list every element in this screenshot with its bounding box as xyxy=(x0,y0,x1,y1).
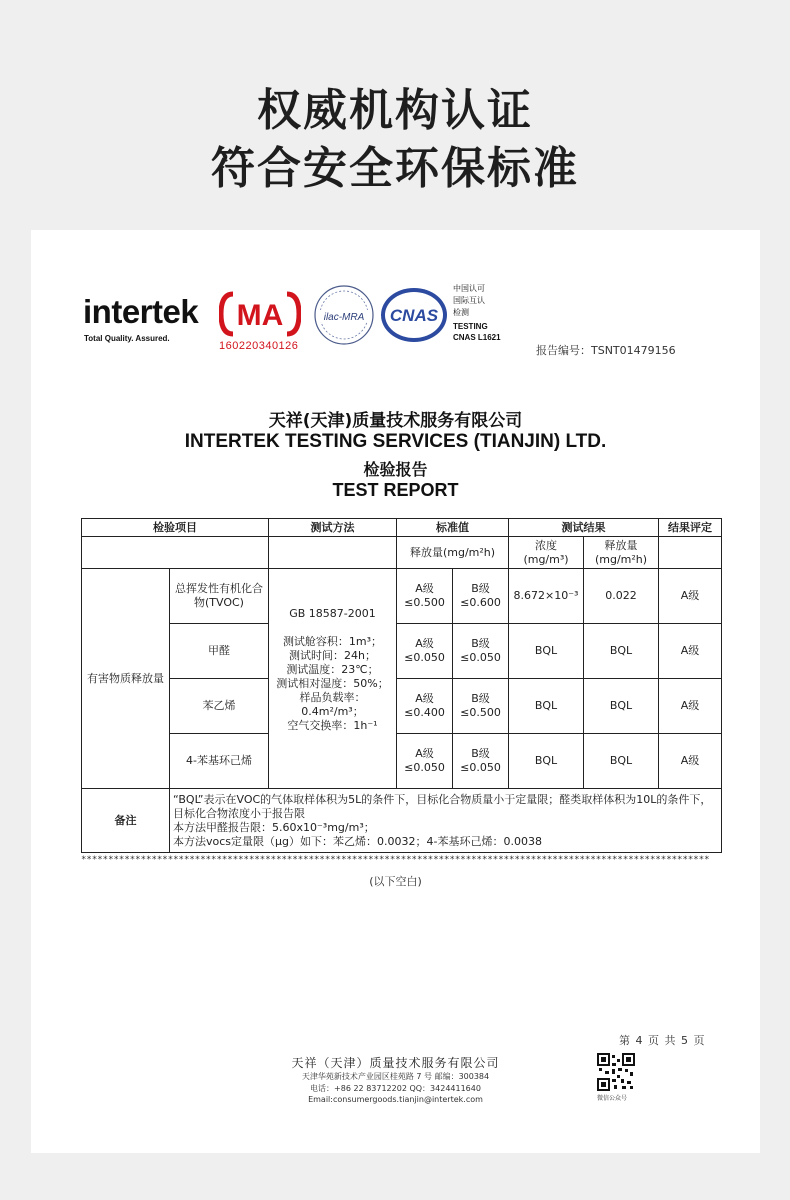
table-row xyxy=(82,624,722,679)
result-grade: A级 xyxy=(659,679,722,734)
standard-b: B级 ≤0.050 xyxy=(453,624,509,679)
results-table xyxy=(81,518,722,853)
table-row xyxy=(82,569,722,624)
subheader-release: 释放量 (mg/m²h) xyxy=(584,537,659,569)
item-name: 苯乙烯 xyxy=(170,679,269,734)
report-document xyxy=(31,230,760,1153)
standard-a: A级 ≤0.400 xyxy=(397,679,453,734)
method-conditions: 测试舱容积：1m³； 测试时间：24h； 测试温度：23℃； 测试相对湿度：50%； 样品负载率： 0.4m²/m³； 空气交换率：1h⁻¹ xyxy=(276,635,389,732)
standard-a: A级 ≤0.050 xyxy=(397,734,453,789)
item-name: 4-苯基环己烯 xyxy=(170,734,269,789)
headline-line-2: 符合安全环保标准 xyxy=(211,143,579,194)
wechat-label: 微信公众号 xyxy=(597,1095,628,1102)
ilac-logo xyxy=(313,284,375,346)
header-standard: 标准值 xyxy=(397,519,509,537)
result-grade: A级 xyxy=(659,624,722,679)
intertek-tagline: Total Quality. Assured. xyxy=(84,334,170,343)
report-number: 报告编号：TSNT01479156 xyxy=(536,344,676,357)
method-standard: GB 18587-2001 xyxy=(289,607,376,620)
result-concentration: BQL xyxy=(509,734,584,789)
result-release: BQL xyxy=(584,679,659,734)
standard-b: B级 ≤0.500 xyxy=(453,679,509,734)
footer-email: Email:consumergoods.tianjin@intertek.com xyxy=(308,1095,483,1104)
separator-stars: ******************************************************************************************************************** xyxy=(81,855,710,865)
headline-line-1: 权威机构认证 xyxy=(257,85,533,136)
footer-phone: 电话：+86 22 83712202 QQ：3424411640 xyxy=(310,1084,481,1093)
standard-a: A级 ≤0.500 xyxy=(397,569,453,624)
result-concentration: BQL xyxy=(509,624,584,679)
cnas-logo xyxy=(379,286,449,344)
header-item: 检验项目 xyxy=(82,519,269,537)
cnas-en-text: TESTING CNAS L1621 xyxy=(453,322,501,342)
qr-code-icon xyxy=(597,1053,635,1091)
header-method: 测试方法 xyxy=(269,519,397,537)
ma-number: 160220340126 xyxy=(219,340,299,352)
result-grade: A级 xyxy=(659,734,722,789)
standard-a: A级 ≤0.050 xyxy=(397,624,453,679)
company-name-en: INTERTEK TESTING SERVICES (TIANJIN) LTD. xyxy=(184,431,607,452)
method-cell xyxy=(269,569,397,789)
page-indicator: 第 4 页 共 5 页 xyxy=(619,1034,706,1047)
ilac-text: ilac-MRA xyxy=(323,312,365,323)
result-concentration: BQL xyxy=(509,679,584,734)
result-release: BQL xyxy=(584,734,659,789)
category-cell: 有害物质释放量 xyxy=(82,569,170,789)
result-release: BQL xyxy=(584,624,659,679)
subheader-concentration: 浓度 (mg/m³) xyxy=(509,537,584,569)
table-row xyxy=(82,734,722,789)
blank-note: (以下空白) xyxy=(369,875,422,888)
cnas-cn-text: 中国认可 国际互认 检测 xyxy=(453,284,485,317)
cnas-text: CNAS xyxy=(389,306,439,325)
footer-company: 天祥（天津）质量技术服务有限公司 xyxy=(291,1056,500,1070)
remark-label: 备注 xyxy=(82,789,170,853)
report-title-en: TEST REPORT xyxy=(332,480,459,500)
subheader-standard-unit: 释放量(mg/m²h) xyxy=(397,537,509,569)
result-grade: A级 xyxy=(659,569,722,624)
table-row xyxy=(82,679,722,734)
company-name-cn: 天祥(天津)质量技术服务有限公司 xyxy=(268,411,523,431)
standard-b: B级 ≤0.600 xyxy=(453,569,509,624)
result-release: 0.022 xyxy=(584,569,659,624)
intertek-logo: intertek xyxy=(83,293,199,330)
report-title-cn: 检验报告 xyxy=(363,460,428,479)
ma-text: MA xyxy=(236,299,284,332)
item-name: 总挥发性有机化合物(TVOC) xyxy=(170,569,269,624)
header-result: 测试结果 xyxy=(509,519,659,537)
footer-address: 天津华苑新技术产业园区桂苑路 7 号 邮编：300384 xyxy=(301,1072,490,1081)
standard-b: B级 ≤0.050 xyxy=(453,734,509,789)
result-concentration: 8.672×10⁻³ xyxy=(509,569,584,624)
header-judgement: 结果评定 xyxy=(659,519,722,537)
remark-text: “BQL”表示在VOC的气体取样体积为5L的条件下，目标化合物质量小于定量限；醛类取样体积为10L的条件下，目标化合物浓度小于报告限 本方法甲醛报告限：5.60x10⁻³mg/m³； 本方法vocs定量限（μg）如下：苯乙烯：0.0032；4-苯基环己烯：0.0038 xyxy=(170,789,722,853)
item-name: 甲醛 xyxy=(170,624,269,679)
ma-logo xyxy=(219,290,301,338)
